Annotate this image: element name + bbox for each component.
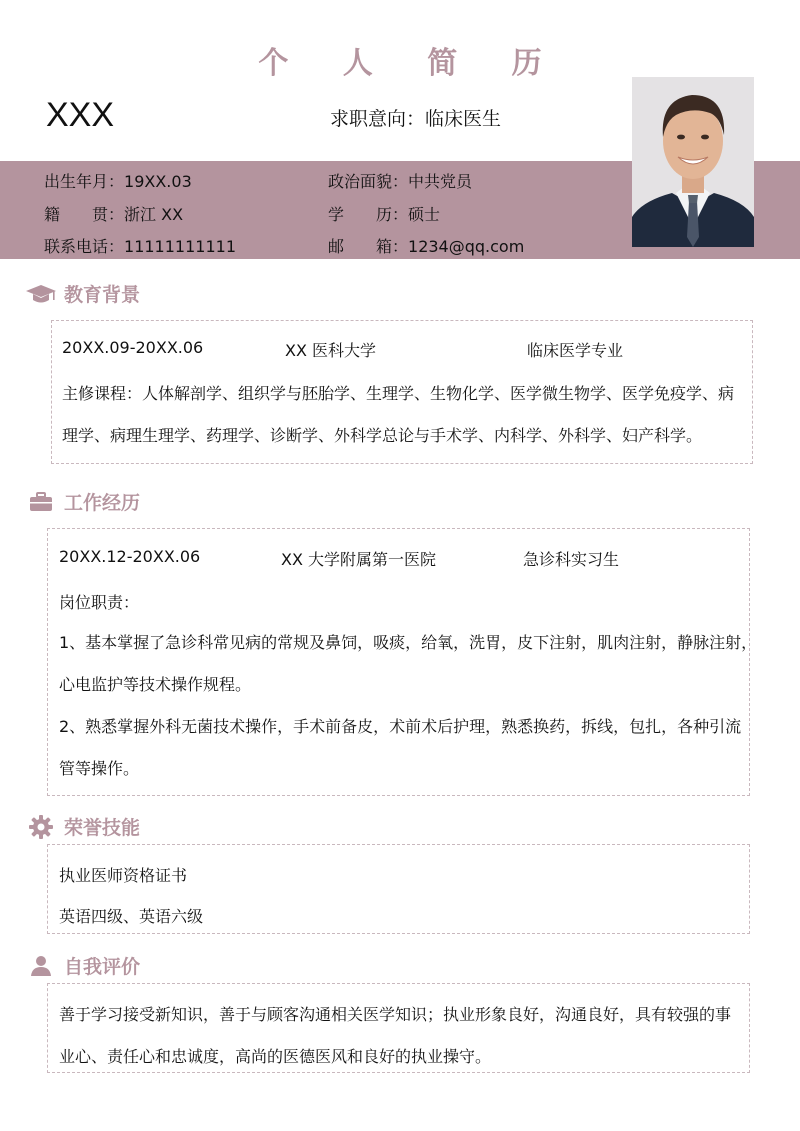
politics-row bbox=[328, 169, 472, 192]
self-line-1: 善于学习接受新知识，善于与顾客沟通相关医学知识；执业形象良好，沟通良好，具有较强的事 bbox=[59, 1005, 732, 1024]
politics-value: 中共党员 bbox=[408, 172, 473, 191]
work-org: XX 大学附属第一医院 bbox=[281, 550, 437, 569]
candidate-name: XXX bbox=[46, 96, 115, 134]
birth-label: 出生年月： bbox=[44, 172, 125, 191]
phone-label: 联系电话： bbox=[44, 237, 125, 256]
education-school: XX 医科大学 bbox=[285, 341, 377, 360]
honors-box bbox=[47, 844, 750, 934]
education-title: 教育背景 bbox=[64, 284, 141, 306]
degree-value: 硕士 bbox=[408, 205, 441, 224]
birth-row bbox=[44, 169, 192, 192]
portrait-illustration bbox=[632, 77, 754, 247]
person-icon bbox=[24, 954, 58, 978]
job-objective: 求职意向：临床医生 bbox=[330, 108, 502, 130]
self-header bbox=[24, 952, 140, 979]
self-box bbox=[47, 983, 750, 1073]
birth-value: 19XX.03 bbox=[124, 172, 192, 191]
page-title: 个 人 简 历 bbox=[258, 46, 564, 81]
briefcase-icon bbox=[24, 490, 58, 514]
self-line-2: 业心、责任心和忠诚度，高尚的医德医风和良好的执业操守。 bbox=[59, 1047, 492, 1066]
self-title: 自我评价 bbox=[64, 956, 141, 978]
profile-photo bbox=[632, 77, 754, 247]
email-value: 1234@qq.com bbox=[408, 237, 525, 256]
education-header bbox=[24, 280, 140, 307]
degree-label: 学 历： bbox=[328, 205, 409, 224]
politics-label: 政治面貌： bbox=[328, 172, 409, 191]
hometown-row bbox=[44, 202, 183, 225]
phone-row bbox=[44, 234, 236, 257]
education-courses-line1: 主修课程：人体解剖学、组织学与胚胎学、生理学、生物化学、医学微生物学、医学免疫学、病 bbox=[62, 384, 735, 403]
education-box bbox=[51, 320, 753, 464]
honors-title: 荣誉技能 bbox=[64, 817, 141, 839]
honors-header bbox=[24, 813, 140, 840]
email-row bbox=[328, 234, 524, 257]
education-major: 临床医学专业 bbox=[527, 341, 624, 360]
work-duty1-line1: 1、基本掌握了急诊科常见病的常规及鼻饲，吸痰，给氧，洗胃，皮下注射，肌肉注射，静脉注射， bbox=[59, 633, 758, 652]
hometown-label: 籍 贯： bbox=[44, 205, 125, 224]
work-duty-label: 岗位职责： bbox=[59, 593, 140, 612]
honors-item-1: 执业医师资格证书 bbox=[59, 866, 188, 885]
work-period: 20XX.12-20XX.06 bbox=[59, 547, 201, 566]
work-duty2-line1: 2、熟悉掌握外科无菌技术操作，手术前备皮，术前术后护理，熟悉换药，拆线，包扎，各种引流 bbox=[59, 717, 742, 736]
phone-value: 11111111111 bbox=[124, 237, 236, 256]
honors-item-2: 英语四级、英语六级 bbox=[59, 907, 204, 926]
education-period: 20XX.09-20XX.06 bbox=[62, 338, 204, 357]
work-role: 急诊科实习生 bbox=[523, 550, 620, 569]
hometown-value: 浙江 XX bbox=[124, 205, 184, 224]
work-duty1-line2: 心电监护等技术操作规程。 bbox=[59, 675, 252, 694]
work-duty2-line2: 管等操作。 bbox=[59, 759, 140, 778]
education-courses-line2: 理学、病理生理学、药理学、诊断学、外科学总论与手术学、内科学、外科学、妇产科学。 bbox=[62, 426, 703, 445]
degree-row bbox=[328, 202, 440, 225]
gear-icon bbox=[24, 815, 58, 839]
work-title: 工作经历 bbox=[64, 492, 141, 514]
work-box bbox=[47, 528, 758, 796]
work-header bbox=[24, 488, 140, 515]
email-label: 邮 箱： bbox=[328, 237, 409, 256]
graduation-cap-icon bbox=[24, 282, 58, 306]
